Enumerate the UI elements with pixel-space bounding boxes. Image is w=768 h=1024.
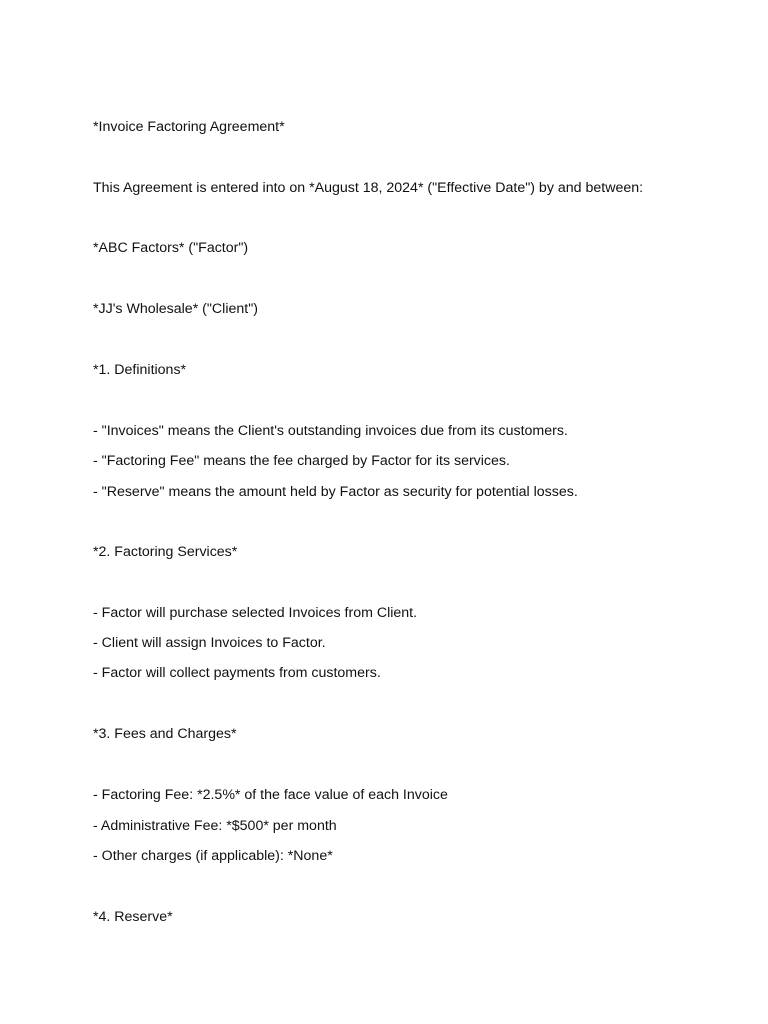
party-factor: *ABC Factors* ("Factor"): [93, 240, 249, 256]
section-heading-reserve: *4. Reserve*: [93, 909, 173, 925]
section-heading-fees-and-charges: *3. Fees and Charges*: [93, 726, 237, 742]
section-heading-definitions: *1. Definitions*: [93, 362, 187, 378]
list-item: - Administrative Fee: *$500* per month: [93, 818, 337, 834]
list-item: - Other charges (if applicable): *None*: [93, 848, 333, 864]
party-client: *JJ's Wholesale* ("Client"): [93, 301, 258, 317]
list-item: - Factor will collect payments from customers.: [93, 665, 381, 681]
list-item: - Factor will purchase selected Invoices from Client.: [93, 605, 418, 621]
section-heading-factoring-services: *2. Factoring Services*: [93, 544, 238, 560]
intro-paragraph: This Agreement is entered into on *August 18, 2024* ("Effective Date") by and between:: [93, 180, 644, 196]
list-item: - "Invoices" means the Client's outstanding invoices due from its customers.: [93, 423, 568, 439]
document-title: *Invoice Factoring Agreement*: [93, 119, 285, 135]
list-item: - Factoring Fee: *2.5%* of the face value of each Invoice: [93, 787, 448, 803]
list-item: - Client will assign Invoices to Factor.: [93, 635, 326, 651]
list-item: - "Reserve" means the amount held by Factor as security for potential losses.: [93, 484, 578, 500]
list-item: - "Factoring Fee" means the fee charged by Factor for its services.: [93, 453, 510, 469]
